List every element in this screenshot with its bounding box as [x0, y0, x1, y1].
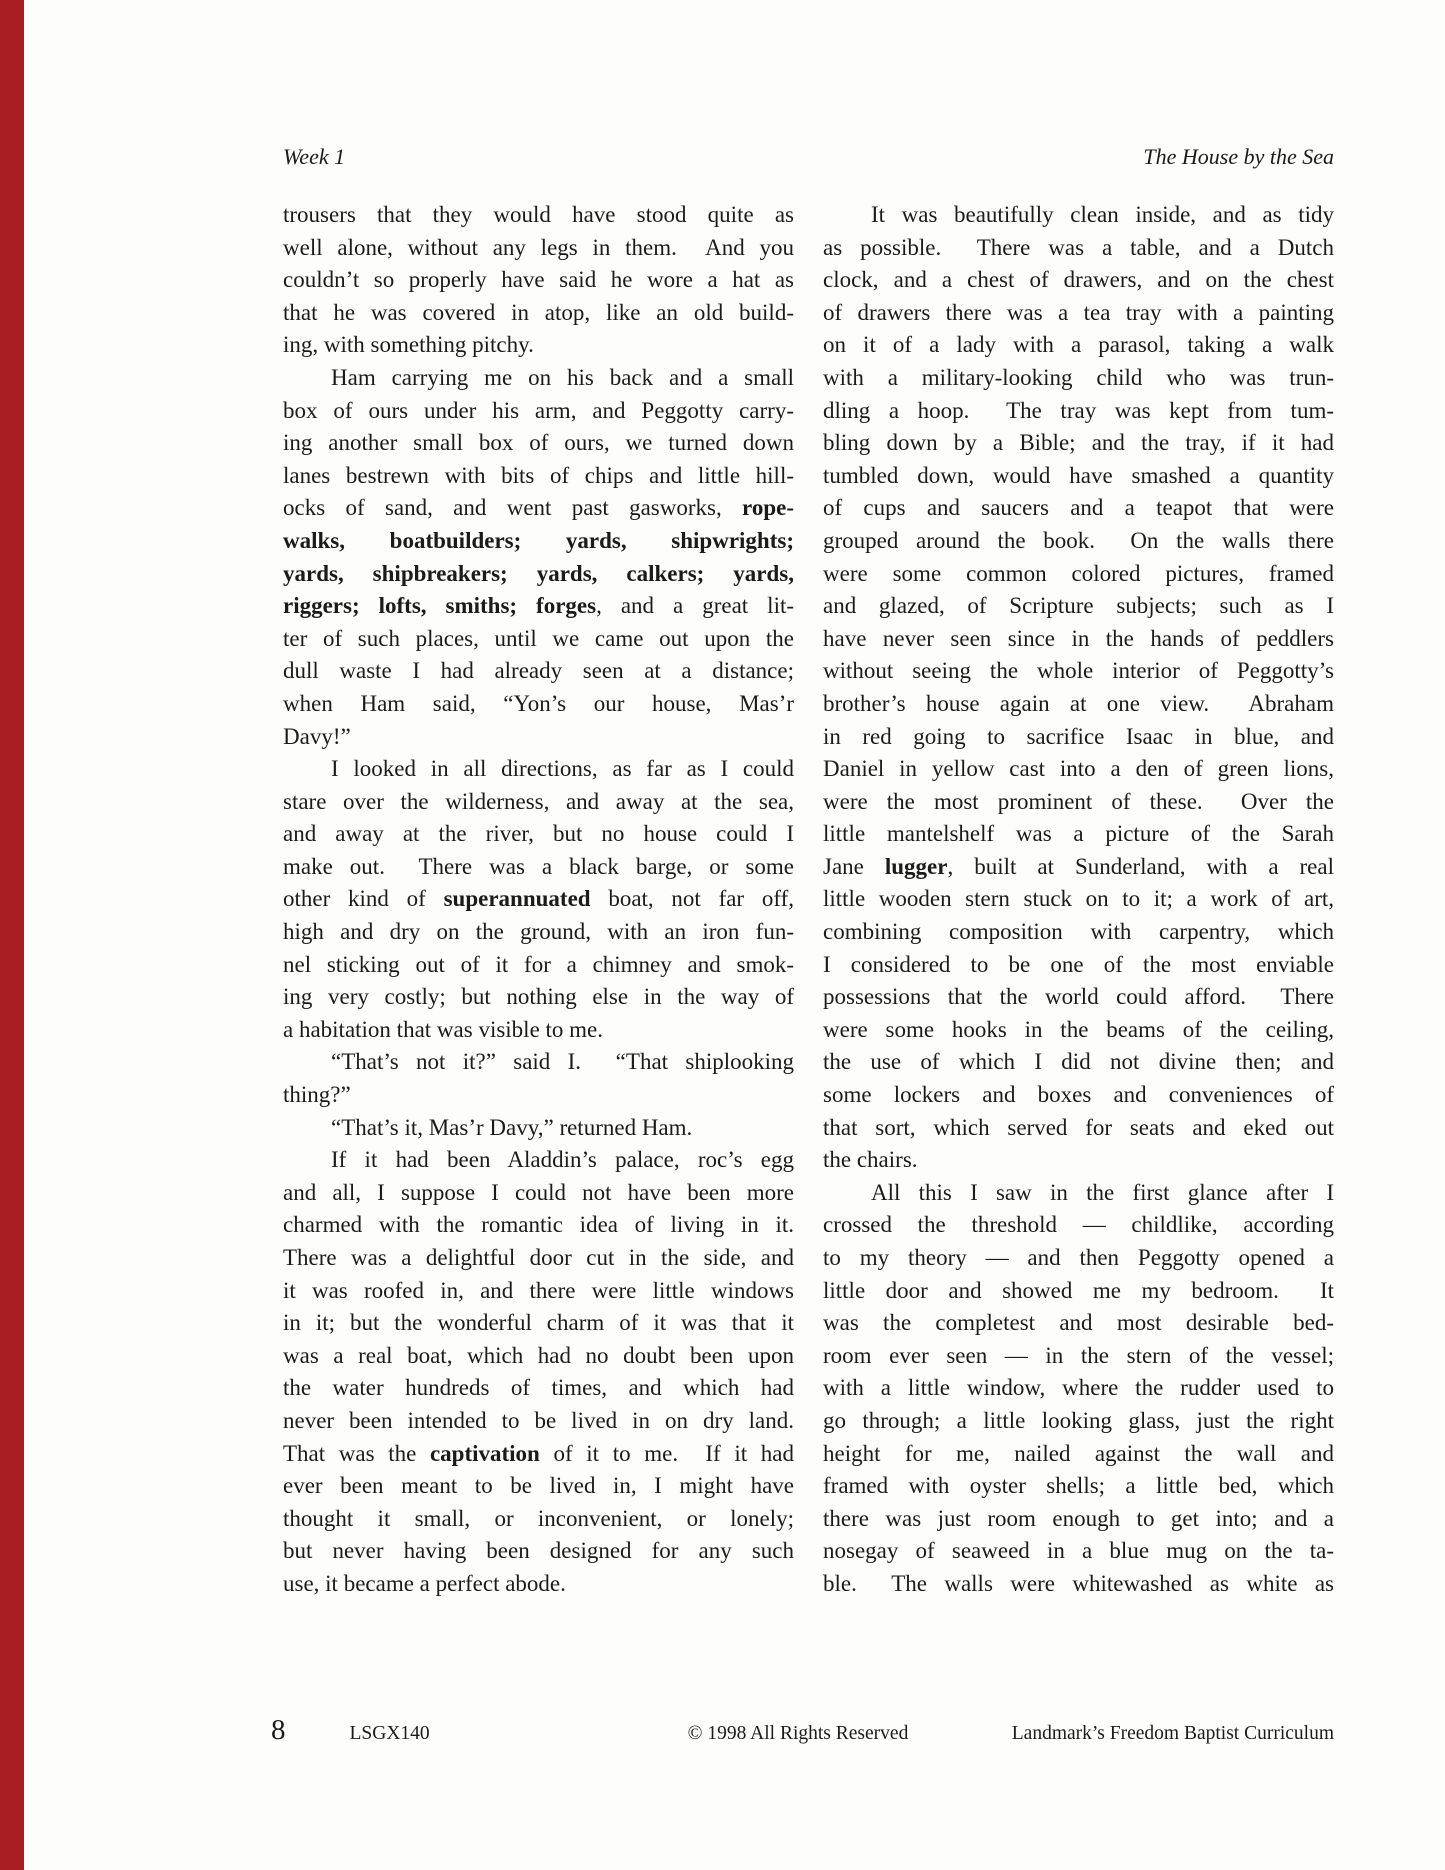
page-footer: [271, 1714, 1334, 1747]
text-line: brother’s house again at one view. Abraham: [823, 690, 1334, 716]
text-line: make out. There was a black barge, or some: [283, 853, 794, 879]
text-line: of drawers there was a tea tray with a painting: [823, 299, 1334, 325]
text-line: ble. The walls were whitewashed as white as: [823, 1570, 1334, 1596]
text-line: grouped around the book. On the walls there: [823, 527, 1334, 553]
text-line: were the most prominent of these. Over the: [823, 788, 1334, 814]
publisher-name: Landmark’s Freedom Baptist Curriculum: [1011, 1723, 1334, 1744]
text-line: in it; but the wonderful charm of it was that it: [283, 1310, 794, 1336]
text-line: Ham carrying me on his back and a small: [331, 364, 794, 390]
text-line: little wooden stern stuck on to it; a work of art,: [823, 886, 1334, 912]
text-line: a habitation that was visible to me.: [283, 1016, 604, 1042]
text-line: other kind of superannuated boat, not far off,: [283, 886, 794, 912]
text-line: were some common colored pictures, framed: [823, 560, 1334, 586]
page-edge-stripe: [0, 0, 24, 1870]
text-line: without seeing the whole interior of Peggotty’s: [823, 658, 1334, 684]
text-line: there was just room enough to get into; and a: [823, 1505, 1334, 1531]
text-line: I looked in all directions, as far as I could: [331, 756, 794, 782]
text-line: clock, and a chest of drawers, and on the chest: [823, 267, 1334, 293]
text-columns: [283, 199, 1334, 1601]
text-line: “That’s it, Mas’r Davy,” returned Ham.: [331, 1114, 693, 1140]
text-line: have never seen since in the hands of peddlers: [823, 625, 1334, 651]
text-line: Jane lugger, built at Sunderland, with a real: [823, 853, 1334, 879]
text-line: ing, with something pitchy.: [283, 332, 534, 358]
text-line: walks, boatbuilders; yards, shipwrights;: [283, 527, 794, 553]
text-line: crossed the threshold — childlike, according: [823, 1212, 1334, 1238]
text-line: never been intended to be lived in on dry land.: [283, 1407, 794, 1433]
text-line: and all, I suppose I could not have been more: [283, 1179, 794, 1205]
text-line: thought it small, or inconvenient, or lonely;: [283, 1505, 794, 1531]
text-line: thing?”: [283, 1082, 351, 1108]
header-week-label: Week 1: [283, 144, 346, 169]
text-line: as possible. There was a table, and a Dutch: [823, 234, 1334, 260]
text-line: riggers; lofts, smiths; forges, and a great lit-: [283, 593, 795, 619]
text-line: stare over the wilderness, and away at the sea,: [283, 788, 794, 814]
text-line: tumbled down, would have smashed a quantity: [823, 462, 1334, 488]
text-line: nosegay of seaweed in a blue mug on the ta-: [823, 1538, 1334, 1564]
text-line: when Ham said, “Yon’s our house, Mas’r: [283, 690, 794, 716]
text-line: the use of which I did not divine then; and: [823, 1049, 1334, 1075]
text-line: that he was covered in atop, like an old build-: [283, 299, 794, 325]
text-line: Daniel in yellow cast into a den of green lions,: [823, 756, 1334, 782]
text-line: high and dry on the ground, with an iron fun-: [283, 919, 794, 945]
text-line: There was a delightful door cut in the side, and: [283, 1245, 794, 1270]
text-line: That was the captivation of it to me. If it had: [283, 1440, 794, 1466]
text-line: nel sticking out of it for a chimney and smok-: [283, 951, 794, 977]
left-column: [283, 199, 794, 1601]
text-line: ter of such places, until we came out upon the: [283, 625, 794, 651]
text-line: that sort, which served for seats and eked out: [823, 1114, 1334, 1140]
text-line: was the completest and most desirable bed-: [823, 1310, 1334, 1336]
text-line: ever been meant to be lived in, I might have: [283, 1473, 794, 1499]
text-line: the water hundreds of times, and which had: [283, 1375, 794, 1401]
text-line: with a military-looking child who was trun-: [823, 364, 1334, 390]
text-line: Davy!”: [283, 723, 351, 749]
text-line: well alone, without any legs in them. And you: [283, 234, 794, 260]
text-line: ocks of sand, and went past gasworks, rope-: [283, 495, 794, 521]
text-line: dull waste I had already seen at a distance;: [283, 658, 794, 684]
text-line: use, it became a perfect abode.: [283, 1570, 566, 1596]
text-line: and away at the river, but no house could I: [283, 821, 794, 847]
text-line: trousers that they would have stood quite as: [283, 202, 794, 227]
text-line: go through; a little looking glass, just the right: [823, 1407, 1334, 1433]
copyright-notice: © 1998 All Rights Reserved: [687, 1723, 909, 1744]
text-line: little door and showed me my bedroom. It: [823, 1277, 1334, 1303]
text-line: charmed with the romantic idea of living in it.: [283, 1212, 794, 1238]
text-line: was a real boat, which had no doubt been upon: [283, 1342, 794, 1368]
text-line: lanes bestrewn with bits of chips and little hill-: [283, 462, 794, 488]
text-line: If it had been Aladdin’s palace, roc’s egg: [331, 1147, 794, 1173]
text-line: were some hooks in the beams of the ceiling,: [823, 1016, 1334, 1042]
text-line: couldn’t so properly have said he wore a hat as: [283, 267, 794, 293]
text-line: box of ours under his arm, and Peggotty carry-: [283, 397, 794, 423]
text-line: the chairs.: [823, 1147, 918, 1173]
page-header: [283, 144, 1334, 170]
text-line: yards, shipbreakers; yards, calkers; yards,: [283, 560, 794, 586]
text-line: All this I saw in the first glance after I: [871, 1179, 1334, 1205]
text-line: to my theory — and then Peggotty opened a: [823, 1245, 1334, 1270]
text-line: with a little window, where the rudder used to: [823, 1375, 1334, 1401]
page-number: 8: [271, 1714, 286, 1746]
text-line: ing another small box of ours, we turned down: [283, 430, 794, 456]
text-line: it was roofed in, and there were little windows: [283, 1277, 794, 1303]
text-line: and glazed, of Scripture subjects; such as I: [823, 593, 1334, 619]
text-line: bling down by a Bible; and the tray, if it had: [823, 430, 1334, 456]
text-line: dling a hoop. The tray was kept from tum-: [823, 397, 1334, 423]
text-line: ing very costly; but nothing else in the way of: [283, 984, 794, 1010]
text-line: little mantelshelf was a picture of the Sarah: [823, 821, 1334, 847]
text-line: of cups and saucers and a teapot that were: [823, 495, 1334, 521]
text-line: framed with oyster shells; a little bed, which: [823, 1473, 1334, 1499]
header-title: The House by the Sea: [1143, 144, 1334, 169]
catalog-code: LSGX140: [349, 1723, 430, 1744]
text-line: on it of a lady with a parasol, taking a walk: [823, 332, 1334, 358]
text-line: combining composition with carpentry, which: [823, 919, 1334, 945]
text-line: “That’s not it?” said I. “That shiplooking: [331, 1049, 794, 1075]
text-line: room ever seen — in the stern of the vessel;: [823, 1342, 1334, 1368]
text-line: possessions that the world could afford. There: [823, 984, 1334, 1010]
text-line: It was beautifully clean inside, and as tidy: [871, 202, 1334, 227]
text-line: in red going to sacrifice Isaac in blue, and: [823, 723, 1334, 749]
text-line: I considered to be one of the most enviable: [823, 951, 1334, 977]
right-column: [823, 199, 1334, 1601]
text-line: some lockers and boxes and conveniences of: [823, 1082, 1334, 1108]
text-line: but never having been designed for any such: [283, 1538, 794, 1564]
text-line: height for me, nailed against the wall and: [823, 1440, 1334, 1466]
